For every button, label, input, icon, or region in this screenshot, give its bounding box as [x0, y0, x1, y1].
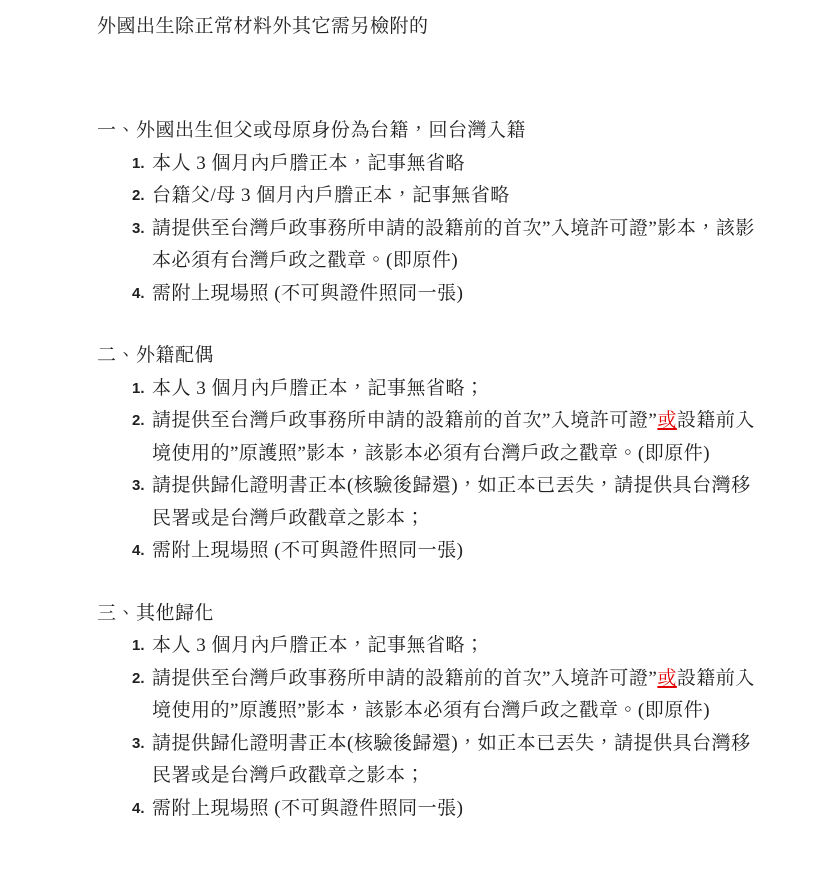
- item-text: 需附上現場照 (不可與證件照同一張): [152, 540, 464, 561]
- sections-container: [97, 115, 755, 825]
- item-number: 1.: [132, 379, 145, 397]
- item-number: 2.: [132, 412, 145, 429]
- list-item: [97, 728, 755, 793]
- list-item: [97, 180, 755, 213]
- item-text: 請提供至台灣戶政事務所申請的設籍前的首次”入境許可證”影本，該影本必須有台灣戶政之戳章。(即原件): [152, 217, 755, 271]
- item-number: 4.: [132, 799, 145, 817]
- requirement-list: [97, 630, 755, 825]
- requirement-list: [97, 373, 755, 568]
- requirement-list: [97, 148, 755, 311]
- document-title: 外國出生除正常材料外其它需另檢附的: [97, 16, 429, 37]
- item-text: 請提供至台灣戶政事務所申請的設籍前的首次”入境許可證”: [152, 410, 658, 431]
- list-item: [97, 278, 755, 311]
- item-text: 請提供歸化證明書正本(核驗後歸還)，如正本已丟失，請提供具台灣移民署或是台灣戶政戳章之影本；: [152, 475, 751, 529]
- highlighted-text: 或: [657, 667, 677, 689]
- list-item: [97, 148, 755, 181]
- item-number: 2.: [132, 669, 145, 687]
- item-number: 4.: [132, 542, 145, 559]
- section-heading: 一、外國出生但父或母原身份為台籍，回台灣入籍: [97, 120, 527, 141]
- item-number: 3.: [132, 734, 145, 752]
- item-text: 設籍前入境使用的”原護照”影本，該影本必須有台灣戶政之戳章。(即原件): [152, 410, 755, 464]
- list-item: [97, 663, 755, 728]
- item-number: 2.: [132, 187, 145, 204]
- item-text: 本人 3 個月內戶謄正本，記事無省略；: [152, 635, 485, 656]
- item-text: 請提供至台灣戶政事務所申請的設籍前的首次”入境許可證”: [152, 667, 658, 689]
- section: [97, 115, 755, 310]
- item-number: 4.: [132, 284, 145, 302]
- section: [97, 340, 755, 568]
- section: [97, 598, 755, 826]
- item-text: 需附上現場照 (不可與證件照同一張): [152, 797, 464, 819]
- list-item: [97, 373, 755, 406]
- item-text: 台籍父/母 3 個月內戶謄正本，記事無省略: [152, 185, 510, 206]
- item-text: 設籍前入境使用的”原護照”影本，該影本必須有台灣戶政之戳章。(即原件): [152, 667, 755, 721]
- list-item: [97, 793, 755, 826]
- item-number: 3.: [132, 219, 145, 237]
- item-number: 1.: [132, 637, 145, 654]
- item-text: 本人 3 個月內戶謄正本，記事無省略: [152, 152, 466, 174]
- item-number: 1.: [132, 154, 145, 172]
- list-item: [97, 405, 755, 470]
- list-item: [97, 470, 755, 535]
- section-heading: 二、外籍配偶: [97, 345, 215, 366]
- item-number: 3.: [132, 477, 145, 494]
- item-text: 本人 3 個月內戶謄正本，記事無省略；: [152, 377, 485, 399]
- highlighted-text: 或: [657, 410, 677, 431]
- list-item: [97, 213, 755, 278]
- list-item: [97, 630, 755, 663]
- item-text: 需附上現場照 (不可與證件照同一張): [152, 282, 464, 304]
- item-text: 請提供歸化證明書正本(核驗後歸還)，如正本已丟失，請提供具台灣移民署或是台灣戶政戳章之影本；: [152, 732, 751, 786]
- section-heading: 三、其他歸化: [97, 602, 215, 624]
- list-item: [97, 535, 755, 568]
